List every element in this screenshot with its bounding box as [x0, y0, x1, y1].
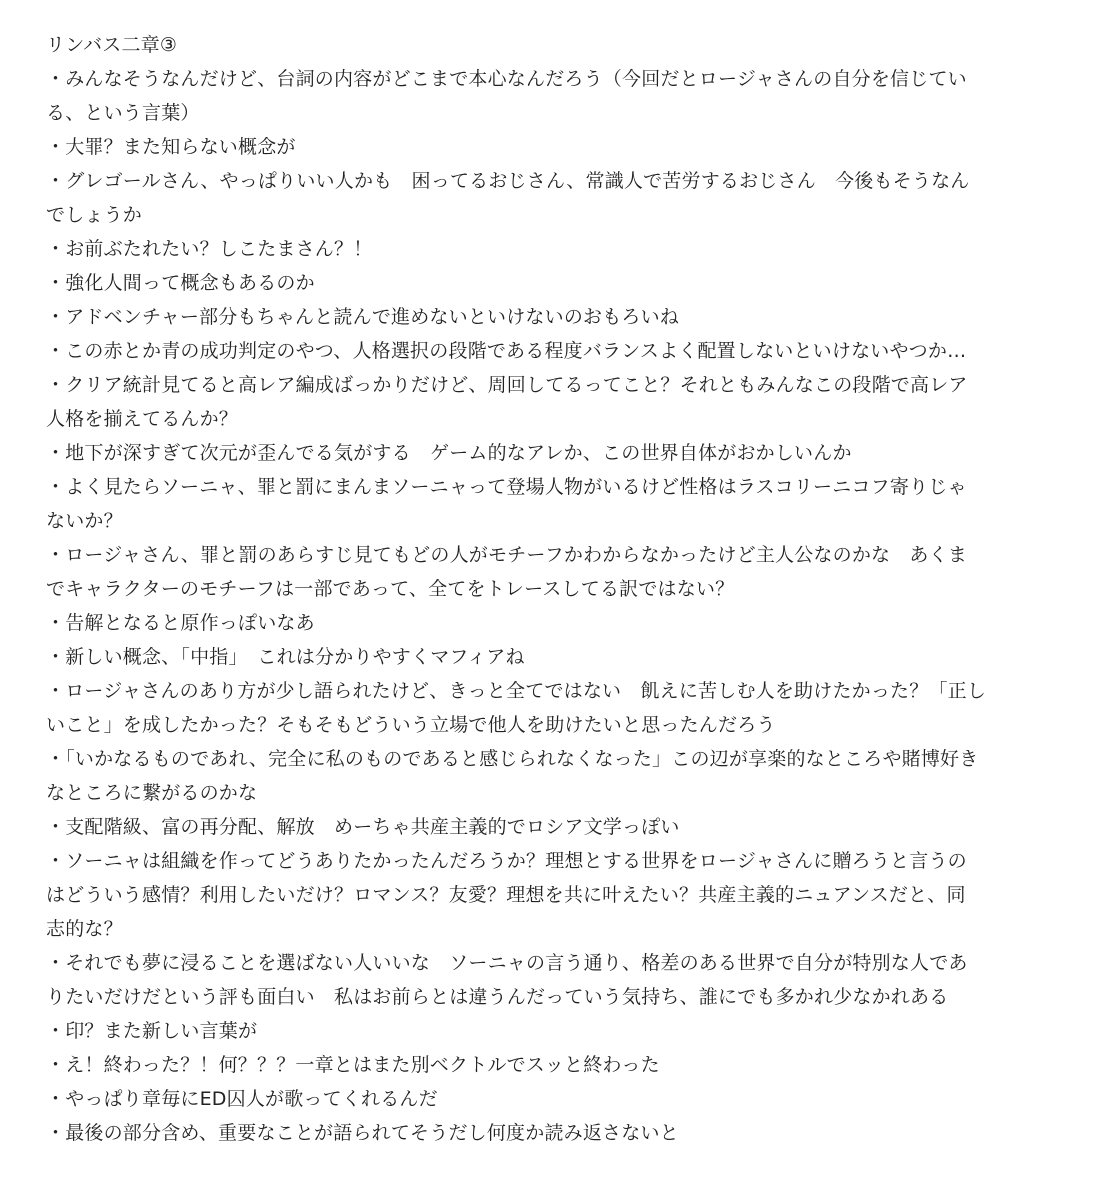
list-item [46, 470, 1072, 538]
list-item [46, 62, 1072, 130]
list-item [46, 1048, 1072, 1082]
list-item [46, 606, 1072, 640]
note-body [46, 28, 1072, 1150]
list-item-text: ・ロージャさん、罪と罰のあらすじ見てもどの人がモチーフかわからなかったけど主人公なのかな あくま [46, 544, 968, 566]
list-item-text: ・グレゴールさん、やっぱりいい人かも 困ってるおじさん、常識人で苦労するおじさん 今後もそうなん [46, 170, 970, 192]
list-item-text: ・告解となると原作っぽいなあ [46, 612, 315, 634]
list-item [46, 266, 1072, 300]
list-item [46, 334, 1072, 368]
list-item-text: ・新しい概念、「中指」 これは分かりやすくマフィアね [46, 646, 525, 668]
list-item-text: ・印？また新しい言葉が [46, 1020, 258, 1042]
list-item [46, 810, 1072, 844]
list-item-text: ・アドベンチャー部分もちゃんと読んで進めないといけないのおもろいね [46, 306, 680, 328]
list-item-text: 人格を揃えてるんか？ [46, 408, 239, 430]
list-item-text: ・支配階級、富の再分配、解放 めーちゃ共産主義的でロシア文学っぽい [46, 816, 680, 838]
list-item [46, 300, 1072, 334]
note-title: リンバス二章③ [46, 34, 178, 56]
list-item-text: ・最後の部分含め、重要なことが語られてそうだし何度か読み返さないと [46, 1122, 679, 1144]
list-item-text: る、という言葉） [46, 102, 200, 124]
list-item-text: ・「いかなるものであれ、完全に私のものであると感じられなくなった」この辺が享楽的なところや賭博好き [46, 748, 979, 770]
list-item [46, 742, 1072, 810]
list-item-text: ・地下が深すぎて次元が歪んでる気がする ゲーム的なアレか、この世界自体がおかしいんか [46, 442, 852, 464]
list-item-text: はどういう感情？利用したいだけ？ロマンス？友愛？理想を共に叶えたい？共産主義的ニュアンスだと、同 [46, 884, 966, 906]
list-item-text: ないか？ [46, 510, 123, 532]
list-item-text: ・強化人間って概念もあるのか [46, 272, 315, 294]
list-item-text: でしょうか [46, 204, 143, 226]
list-item-text: ・クリア統計見てると高レア編成ばっかりだけど、周回してるってこと？それともみんなこの段階で高レア [46, 374, 968, 396]
list-item-text: りたいだけだという評も面白い 私はお前らとは違うんだっていう気持ち、誰にでも多かれ少なかれある [46, 986, 949, 1008]
list-item-text: ・よく見たらソーニャ、罪と罰にまんまソーニャって登場人物がいるけど性格はラスコリーニコフ寄りじゃ [46, 476, 967, 498]
list-item-text: ・みんなそうなんだけど、台詞の内容がどこまで本心なんだろう（今回だとロージャさんの自分を信じてい [46, 68, 967, 90]
list-item-text: ・ソーニャは組織を作ってどうありたかったんだろうか？理想とする世界をロージャさんに贈ろうと言うの [46, 850, 967, 872]
list-item [46, 1082, 1072, 1116]
list-item [46, 1014, 1072, 1048]
list-item-text: ・やっぱり章毎にED囚人が歌ってくれるんだ [46, 1088, 438, 1110]
list-item [46, 674, 1072, 742]
list-item [46, 640, 1072, 674]
list-item-text: ・ロージャさんのあり方が少し語られたけど、きっと全てではない 飢えに苦しむ人を助けたかった？「正し [46, 680, 987, 702]
list-item-text: なところに繋がるのかな [46, 782, 258, 804]
list-item [46, 164, 1072, 232]
list-item-text: 志的な？ [46, 918, 123, 940]
list-item-text: ・大罪？また知らない概念が [46, 136, 296, 158]
list-item [46, 232, 1072, 266]
note-list [46, 62, 1072, 1150]
list-item [46, 436, 1072, 470]
list-item-text: いこと」を成したかった？そもそもどういう立場で他人を助けたいと思ったんだろう [46, 714, 776, 736]
list-item [46, 1116, 1072, 1150]
list-item-text: ・え！終わった？！何？？？一章とはまた別ベクトルでスッと終わった [46, 1054, 660, 1076]
list-item [46, 844, 1072, 946]
list-item-text: ・それでも夢に浸ることを選ばない人いいな ソーニャの言う通り、格差のある世界で自分が特別な人であ [46, 952, 968, 974]
list-item-text: でキャラクターのモチーフは一部であって、全てをトレースしてる訳ではない？ [46, 578, 735, 600]
list-item [46, 130, 1072, 164]
list-item-text: ・この赤とか青の成功判定のやつ、人格選択の段階である程度バランスよく配置しないといけないやつか… [46, 340, 967, 362]
list-item [46, 946, 1072, 1014]
list-item [46, 368, 1072, 436]
list-item [46, 538, 1072, 606]
list-item-text: ・お前ぶたれたい？しこたまさん？！ [46, 238, 373, 260]
